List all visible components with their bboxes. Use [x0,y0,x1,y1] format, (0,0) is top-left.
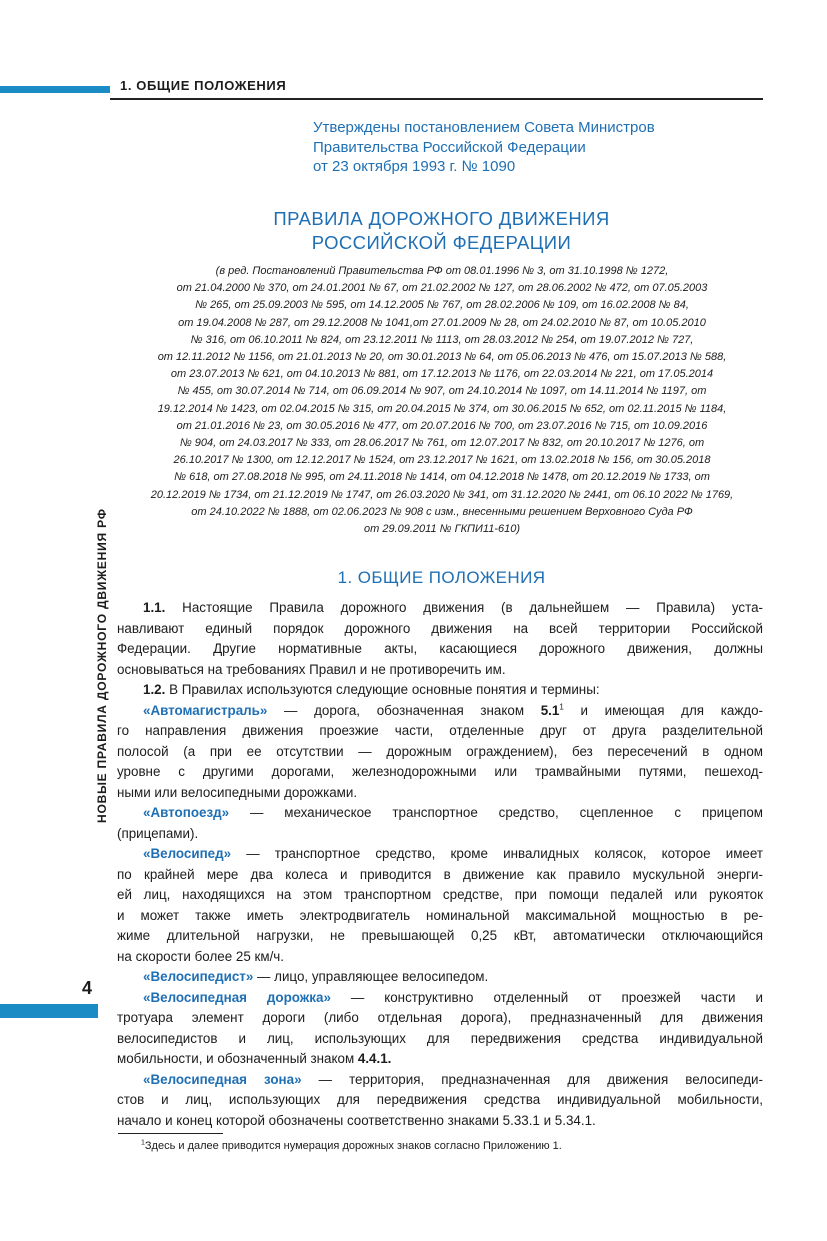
sign-number: 5.1 [540,702,560,718]
amendment-line: от 24.10.2022 № 1888, от 02.06.2023 № 908 с изм., внесенными решением Верховного Суда РФ [191,505,693,518]
footnote-rule [118,1133,223,1134]
running-header: 1. ОБЩИЕ ПОЛОЖЕНИЯ [120,78,287,93]
definition-line: по крайней мере два колеса и приводится в движение как правило мускульной энерги- [117,866,763,882]
header-rule [110,98,763,100]
amendment-line: № 618, от 27.08.2018 № 995, от 24.11.2018 № 1414, от 04.12.2018 № 1478, от 20.12.2019 № 1733, от [174,471,710,484]
definition-line: ными или велосипедными дорожками. [117,784,358,800]
term-bike-lane: «Велосипедная дорожка» [143,989,331,1005]
text-span: — территория, предназначенная для движения велосипеди- [301,1071,763,1087]
definition-line: (прицепами). [117,825,199,841]
definition-line [117,988,763,1009]
definition-line [117,701,763,722]
definition-line [117,1049,763,1070]
definition-line: и может также иметь электродвигатель номинальной максимальной мощностью в ре- [117,907,763,923]
footnote-mark: 1 [559,702,564,712]
text-span: — конструктивно отделенный от проезжей части и [330,989,763,1005]
approval-line: от 23 октября 1993 г. № 1090 [313,158,516,175]
page-accent-bar [0,1004,98,1018]
sign-number: 4.4.1. [357,1051,392,1066]
definition-line [117,844,763,865]
definition-line: го направления движения проезжие части, отделенные друг от друга разделительной [117,723,763,738]
term-autobahn: «Автомагистраль» [143,702,268,718]
sidebar-title: НОВЫЕ ПРАВИЛА ДОРОЖНОГО ДВИЖЕНИЯ РФ [95,508,109,823]
amendment-line: от 29.09.2011 № ГКПИ11-610) [363,523,520,536]
definition-line: стов и лиц, использующих для передвижения средства индивидуальной мобильности, [117,1092,763,1107]
definition-line: полосой (а при ее отсутствии — дорожным ограждением), без пересечений в одном [117,743,763,759]
amendment-line: 19.12.2014 № 1423, от 02.04.2015 № 315, от 20.04.2015 № 374, от 30.06.2015 № 652, от 02.11.2015 № 1184, [157,402,727,415]
text-span: и имеющая для каждо- [563,702,763,718]
section-heading: 1. ОБЩИЕ ПОЛОЖЕНИЯ [337,568,546,587]
amendment-line: от 21.01.2016 № 23, от 30.05.2016 № 477, от 20.07.2016 № 700, от 23.07.2016 № 715, от 10.09.2016 [176,419,708,432]
paragraph-line [117,680,763,701]
paragraph-line [117,598,763,619]
definition-line: начало и конец которой обозначены соответственно знаками 5.33.1 и 5.34.1. [117,1112,596,1128]
approval-block [313,118,655,177]
amendment-line: (в ред. Постановлений Правительства РФ от 08.01.1996 № 3, от 31.10.1998 № 1272, [215,265,669,277]
text-span: — лицо, управляющее велосипедом. [253,969,489,984]
title-line: РОССИЙСКОЙ ФЕДЕРАЦИИ [311,232,572,253]
footnote-mark: 1 [141,1139,145,1147]
definition-line [117,967,763,988]
definition-line: уровне с другими дорогами, железнодорожными или трамвайными путями, пешеход- [117,764,763,779]
body-text [117,598,763,1131]
text-span: — транспортное средство, кроме инвалидных колясок, которое имеет [231,846,763,861]
approval-line: Правительства Российской Федерации [313,138,586,156]
footnote-text: Здесь и далее приводится нумерация дорожных знаков согласно Приложению 1. [144,1140,562,1152]
text-span: — механическое транспортное средство, сцепленное с прицепом [229,805,763,820]
title-line: ПРАВИЛА ДОРОЖНОГО ДВИЖЕНИЯ [273,208,610,229]
definition-line: ей лиц, находящихся на этом транспортном средстве, при помощи педалей или рукояток [117,887,763,902]
text-span: Настоящие Правила дорожного движения (в дальнейшем — Правила) уста- [165,600,763,615]
definition-line: жиме длительной нагрузки, не превышающей 0,25 кВт, автоматически отключающийся [117,928,763,943]
clause-number: 1.1. [143,600,166,615]
amendment-line: № 904, от 24.03.2017 № 333, от 28.06.2017 № 761, от 12.07.2017 № 832, от 20.10.2017 № 1276, от [179,437,705,450]
footnote [141,1140,562,1152]
amendment-line: 26.10.2017 № 1300, от 12.12.2017 № 1524, от 23.12.2017 № 1621, от 13.02.2018 № 156, от 30.05.2018 [173,454,711,467]
definition-line [117,1070,763,1091]
definition-line: на скорости более 25 км/ч. [117,948,284,964]
page-number: 4 [82,978,93,998]
amendment-line: 20.12.2019 № 1734, от 21.12.2019 № 1747, от 26.03.2020 № 341, от 31.12.2020 № 2441, от 06.10 2022 № 1769, [150,488,734,501]
amendment-line: от 21.04.2000 № 370, от 24.01.2001 № 67, от 21.02.2002 № 127, от 28.06.2002 № 472, от 07.05.2003 [176,282,708,295]
paragraph-line: Федерации. Другие нормативные акты, касающиеся дорожного движения, должны [117,641,763,656]
amendment-line: от 19.04.2008 № 287, от 29.12.2008 № 1041,от 27.01.2009 № 28, от 24.02.2010 № 87, от 10.05.2010 [178,316,706,329]
term-bicycle: «Велосипед» [143,846,232,861]
approval-line: Утверждены постановлением Совета Министров [313,119,655,136]
amendment-line: № 265, от 25.09.2003 № 595, от 14.12.2005 № 767, от 28.02.2006 № 109, от 16.02.2008 № 84, [195,299,689,312]
text-span: — дорога, обозначенная знаком [267,702,541,718]
document-title [120,207,763,255]
paragraph-line: навливают единый порядок дорожного движения на всей территории Российской [117,620,763,636]
amendment-line: от 12.11.2012 № 1156, от 21.01.2013 № 20, от 30.01.2013 № 64, от 05.06.2013 № 476, от 15.07.2013 № 588, [157,351,727,364]
term-bike-zone: «Велосипедная зона» [143,1071,302,1087]
amendments-block [112,263,772,538]
amendment-line: № 316, от 06.10.2011 № 824, от 23.12.2011 № 1113, от 28.03.2012 № 254, от 19.07.2012 № 727, [190,333,694,346]
paragraph-line: основываться на требованиях Правил и не противоречить им. [117,661,506,677]
definition-line: велосипедистов и лиц, использующих для передвижения средства индивидуальной [117,1030,763,1046]
definition-line: тротуара элемент дороги (либо отдельная дорога), предназначенный для движения [117,1010,763,1025]
text-span: В Правилах используются следующие основные понятия и термины: [165,682,600,697]
amendment-line: № 455, от 30.07.2014 № 714, от 06.09.2014 № 907, от 24.10.2014 № 1097, от 14.11.2014 № 1197, от [177,385,707,398]
term-road-train: «Автопоезд» [143,805,230,820]
text-span: мобильности, и обозначенный знаком [117,1051,358,1066]
definition-line [117,803,763,824]
header-accent-bar [0,86,110,93]
clause-number: 1.2. [143,682,166,697]
term-cyclist: «Велосипедист» [143,969,254,984]
amendment-line: от 23.07.2013 № 621, от 04.10.2013 № 881, от 17.12.2013 № 1176, от 22.03.2014 № 221, от 17.05.2014 [170,368,714,381]
